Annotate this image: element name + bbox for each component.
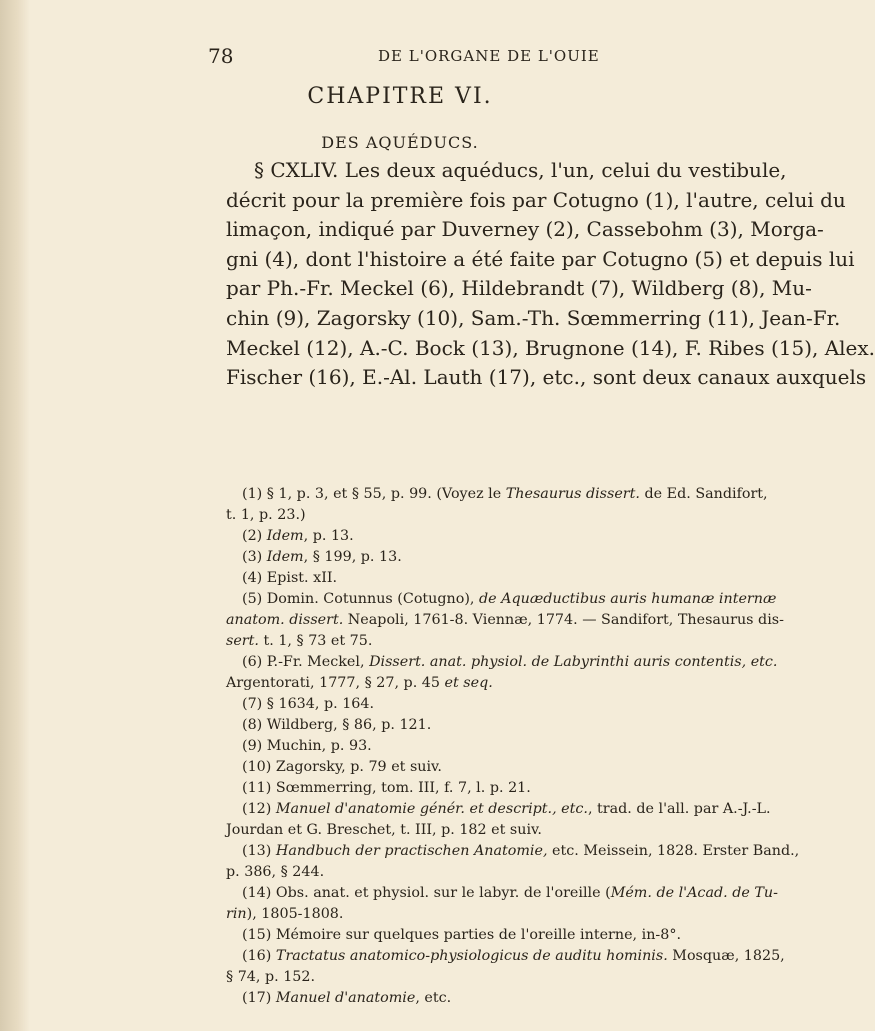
footnote-italic: Tractatus anatomico-physiologicus de auditu hominis.: [275, 948, 668, 964]
footnote-text: (6) P.-Fr. Meckel,: [242, 654, 370, 670]
footnote-line: [226, 841, 800, 862]
footnote-text: (4) Epist. xII.: [242, 570, 338, 586]
body-line: par Ph.-Fr. Meckel (6), Hildebrandt (7), Wildberg (8), Mu-: [226, 276, 812, 301]
body-line: § CXLIV. Les deux aquéducs, l'un, celui du vestibule,: [254, 158, 787, 182]
footnote-italic: et seq.: [444, 675, 493, 691]
footnote-italic: Handbuch der practischen Anatomie,: [275, 843, 548, 859]
footnote-line: [226, 715, 788, 736]
footnote-italic: Manuel d'anatomie: [275, 990, 416, 1006]
footnote-text: (17): [242, 990, 276, 1006]
page-gutter: [0, 0, 30, 1031]
footnote-line: [226, 652, 788, 673]
footnote-text: , § 199, p. 13.: [303, 549, 402, 565]
footnote-line: [226, 568, 788, 589]
footnote-line: [226, 526, 788, 547]
footnote-text: , p. 13.: [303, 528, 354, 544]
footnote-text: p. 386, § 244.: [226, 864, 325, 880]
footnote-line: [226, 778, 788, 799]
body-line: chin (9), Zagorsky (10), Sam.-Th. Sœmmerring (11), Jean-Fr.: [226, 305, 841, 330]
footnote-line: [226, 904, 788, 925]
footnote-line: [226, 673, 788, 694]
footnote-text: (13): [242, 843, 276, 859]
footnote-line: [226, 484, 788, 505]
footnote-text: (15) Mémoire sur quelques parties de l'oreille interne, in-8°.: [242, 927, 682, 943]
running-head: [0, 44, 800, 68]
footnote-text: , trad. de l'all. par A.-J.-L.: [587, 801, 771, 817]
footnote-italic: Thesaurus dissert.: [505, 486, 640, 502]
footnote-line: [226, 946, 788, 967]
footnote-text: (1) § 1, p. 3, et § 55, p. 99. (Voyez le: [242, 486, 506, 502]
footnote-text: (10) Zagorsky, p. 79 et suiv.: [242, 759, 442, 775]
footnote-text: (8) Wildberg, § 86, p. 121.: [242, 717, 432, 733]
footnote-line: [226, 589, 788, 610]
footnote-italic: Mém. de l'Acad. de Tu-: [610, 885, 778, 901]
footnote-text: (2): [242, 528, 267, 544]
footnote-italic: Idem: [266, 549, 304, 565]
footnote-line: [226, 820, 788, 841]
footnote-line: [226, 736, 788, 757]
footnote-italic: Idem: [266, 528, 304, 544]
footnote-line: [226, 883, 788, 904]
footnote-text: Argentorati, 1777, § 27, p. 45: [226, 675, 445, 691]
footnotes: [226, 484, 800, 1009]
footnote-text: Mosquæ, 1825,: [667, 948, 785, 964]
footnote-line: [226, 547, 788, 568]
footnote-text: (5) Domin. Cotunnus (Cotugno),: [242, 591, 480, 607]
footnote-line: [226, 694, 788, 715]
body-line: gni (4), dont l'histoire a été faite par Cotugno (5) et depuis lui: [226, 246, 855, 271]
body-line: Meckel (12), A.-C. Bock (13), Brugnone (14), F. Ribes (15), Alex.: [226, 335, 875, 360]
footnote-line: [226, 610, 788, 631]
footnote-line: [226, 799, 788, 820]
running-title: DE L'ORGANE DE L'OUIE: [378, 47, 600, 65]
footnote-text: Jourdan et G. Breschet, t. III, p. 182 et suiv.: [226, 822, 542, 838]
footnote-text: (9) Muchin, p. 93.: [242, 738, 372, 754]
footnote-italic: rin: [226, 906, 247, 922]
footnote-line: [226, 862, 788, 883]
footnote-line: [226, 505, 788, 526]
footnote-text: (11) Sœmmerring, tom. III, f. 7, l. p. 21.: [242, 780, 531, 796]
footnote-line: [226, 988, 788, 1009]
body-line: limaçon, indiqué par Duverney (2), Cassebohm (3), Morga-: [226, 217, 824, 242]
footnote-line: [226, 967, 788, 988]
footnote-text: (14) Obs. anat. et physiol. sur le labyr. de l'oreille (: [242, 885, 611, 901]
footnote-text: (16): [242, 948, 276, 964]
footnote-line: [226, 925, 788, 946]
footnote-text: (12): [242, 801, 276, 817]
section-title: DES AQUÉDUCS.: [321, 133, 479, 152]
footnote-text: ), 1805-1808.: [246, 906, 344, 922]
footnote-text: (7) § 1634, p. 164.: [242, 696, 375, 712]
footnote-italic: sert.: [226, 633, 259, 649]
footnote-italic: Manuel d'anatomie génér. et descript., etc.: [275, 801, 588, 817]
footnote-line: [226, 757, 788, 778]
footnote-line: [226, 631, 788, 652]
footnote-italic: anatom. dissert.: [226, 612, 344, 628]
footnote-text: t. 1, § 73 et 75.: [258, 633, 373, 649]
page-number: 78: [208, 44, 234, 68]
footnote-text: , etc.: [415, 990, 452, 1006]
footnote-text: Neapoli, 1761-8. Viennæ, 1774. — Sandifort, Thesaurus dis-: [343, 612, 784, 628]
footnote-text: § 74, p. 152.: [226, 969, 316, 985]
footnote-text: (3): [242, 549, 267, 565]
footnote-text: etc. Meissein, 1828. Erster Band.,: [547, 843, 800, 859]
body-line: décrit pour la première fois par Cotugno (1), l'autre, celui du: [226, 187, 846, 212]
body-line: Fischer (16), E.-Al. Lauth (17), etc., sont deux canaux auxquels: [226, 365, 867, 390]
footnote-italic: Dissert. anat. physiol. de Labyrinthi auris contentis, etc.: [369, 654, 778, 670]
footnote-text: de Ed. Sandifort,: [639, 486, 768, 502]
footnote-italic: de Aquæductibus auris humanæ internæ: [479, 591, 777, 607]
footnote-text: t. 1, p. 23.): [226, 507, 306, 523]
body-paragraph: [226, 156, 875, 393]
chapter-title: CHAPITRE VI.: [307, 84, 493, 109]
